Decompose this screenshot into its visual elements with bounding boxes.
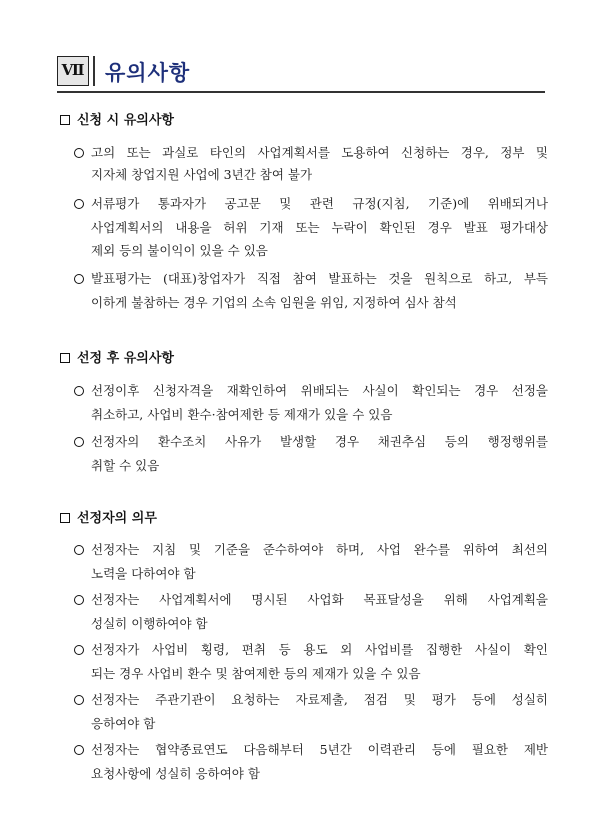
item-line: 요청사항에 성실히 응하여야 함 — [91, 766, 260, 781]
item-line: 선정자의 환수조치 사유가 발생할 경우 채권추심 등의 행정행위를 — [91, 434, 548, 449]
section-number-badge: Ⅶ — [57, 56, 89, 86]
section-title-label: 신청 시 유의사항 — [77, 113, 174, 128]
circle-bullet-icon — [74, 148, 84, 158]
item-line: 선정자는 주관기관이 요청하는 자료제출, 점검 및 평가 등에 성실히 — [91, 692, 548, 707]
section-title-label: 선정자의 의무 — [77, 511, 157, 526]
item-line: 취할 수 있음 — [91, 458, 160, 473]
item-line: 사업계획서의 내용을 허위 기재 또는 누락이 확인된 경우 발표 평가대상 — [91, 220, 548, 235]
item-line: 노력을 다하여야 함 — [91, 566, 196, 581]
section-title-application — [60, 109, 174, 128]
circle-bullet-icon — [74, 274, 84, 284]
circle-bullet-icon — [74, 595, 84, 605]
item-line: 제외 등의 불이익이 있을 수 있음 — [91, 243, 268, 258]
page-title: 유의사항 — [105, 61, 191, 85]
circle-bullet-icon — [74, 199, 84, 209]
item-line: 발표평가는 (대표)창업자가 직접 참여 발표하는 것을 원칙으로 하고, 부득 — [91, 271, 548, 286]
item-line: 선정자가 사업비 횡령, 편취 등 용도 외 사업비를 집행한 사실이 확인 — [91, 642, 548, 657]
circle-bullet-icon — [74, 437, 84, 447]
section-title-after-selection — [60, 347, 174, 366]
item-line: 취소하고, 사업비 환수·참여제한 등 제재가 있을 수 있음 — [91, 407, 393, 422]
header-divider — [93, 56, 95, 86]
circle-bullet-icon — [74, 645, 84, 655]
item-line: 고의 또는 과실로 타인의 사업계획서를 도용하여 신청하는 경우, 정부 및 — [91, 145, 548, 160]
circle-bullet-icon — [74, 745, 84, 755]
square-bullet-icon — [60, 513, 70, 523]
square-bullet-icon — [60, 353, 70, 363]
item-line: 선정자는 사업계획서에 명시된 사업화 목표달성을 위해 사업계획을 — [91, 592, 548, 607]
section-header — [57, 52, 545, 94]
section-title-obligations — [60, 507, 157, 526]
circle-bullet-icon — [74, 695, 84, 705]
section-title-label: 선정 후 유의사항 — [77, 351, 174, 366]
item-line: 성실히 이행하여야 함 — [91, 616, 208, 631]
square-bullet-icon — [60, 115, 70, 125]
item-line: 선정자는 지침 및 기준을 준수하여야 하며, 사업 완수를 위하여 최선의 — [91, 542, 548, 557]
item-line: 선정자는 협약종료연도 다음해부터 5년간 이력관리 등에 필요한 제반 — [91, 742, 548, 757]
circle-bullet-icon — [74, 386, 84, 396]
header-underline — [57, 91, 545, 93]
item-line: 되는 경우 사업비 환수 및 참여제한 등의 제재가 있을 수 있음 — [91, 666, 421, 681]
item-line: 응하여야 함 — [91, 716, 156, 731]
item-line: 지자체 창업지원 사업에 3년간 참여 불가 — [91, 167, 313, 182]
item-line: 서류평가 통과자가 공고문 및 관련 규정(지침, 기준)에 위배되거나 — [91, 196, 548, 211]
circle-bullet-icon — [74, 545, 84, 555]
item-line: 이하게 불참하는 경우 기업의 소속 임원을 위임, 지정하여 심사 참석 — [91, 295, 457, 310]
item-line: 선정이후 신청자격을 재확인하여 위배되는 사실이 확인되는 경우 선정을 — [91, 383, 548, 398]
